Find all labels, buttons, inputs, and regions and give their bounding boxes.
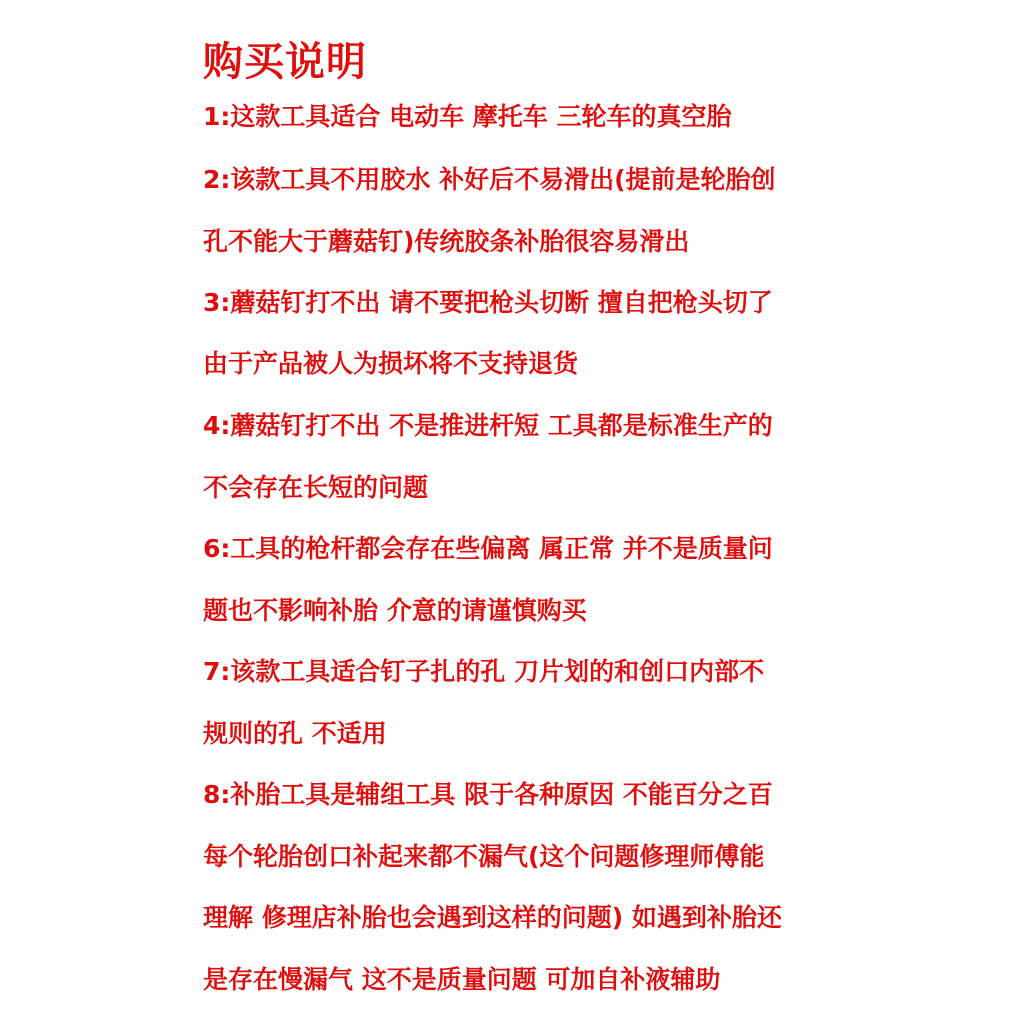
instruction-line-9: 题也不影响补胎 介意的请谨慎购买 [203, 596, 587, 625]
instruction-line-1: 1:这款工具适合 电动车 摩托车 三轮车的真空胎 [203, 102, 732, 131]
instruction-line-4: 3:蘑菇钉打不出 请不要把枪头切断 擅自把枪头切了 [203, 288, 773, 317]
instruction-line-10: 7:该款工具适合钉子扎的孔 刀片划的和创口内部不 [203, 657, 765, 686]
instruction-line-8: 6:工具的枪杆都会存在些偏离 属正常 并不是质量问 [203, 534, 773, 563]
page-title: 购买说明 [203, 39, 367, 85]
instruction-line-5: 由于产品被人为损坏将不支持退货 [203, 349, 579, 378]
instruction-line-15: 是存在慢漏气 这不是质量问题 可加自补液辅助 [203, 965, 721, 994]
instruction-line-12: 8:补胎工具是辅组工具 限于各种原因 不能百分之百 [203, 780, 773, 809]
instruction-line-3: 孔不能大于蘑菇钉)传统胶条补胎很容易滑出 [203, 227, 690, 256]
instruction-line-7: 不会存在长短的问题 [203, 473, 429, 502]
instruction-line-14: 理解 修理店补胎也会遇到这样的问题) 如遇到补胎还 [203, 903, 782, 932]
instruction-line-11: 规则的孔 不适用 [203, 719, 387, 748]
instruction-line-2: 2:该款工具不用胶水 补好后不易滑出(提前是轮胎创 [203, 165, 776, 194]
instruction-line-13: 每个轮胎创口补起来都不漏气(这个问题修理师傅能 [203, 842, 765, 871]
instruction-line-6: 4:蘑菇钉打不出 不是推进杆短 工具都是标准生产的 [203, 411, 773, 440]
